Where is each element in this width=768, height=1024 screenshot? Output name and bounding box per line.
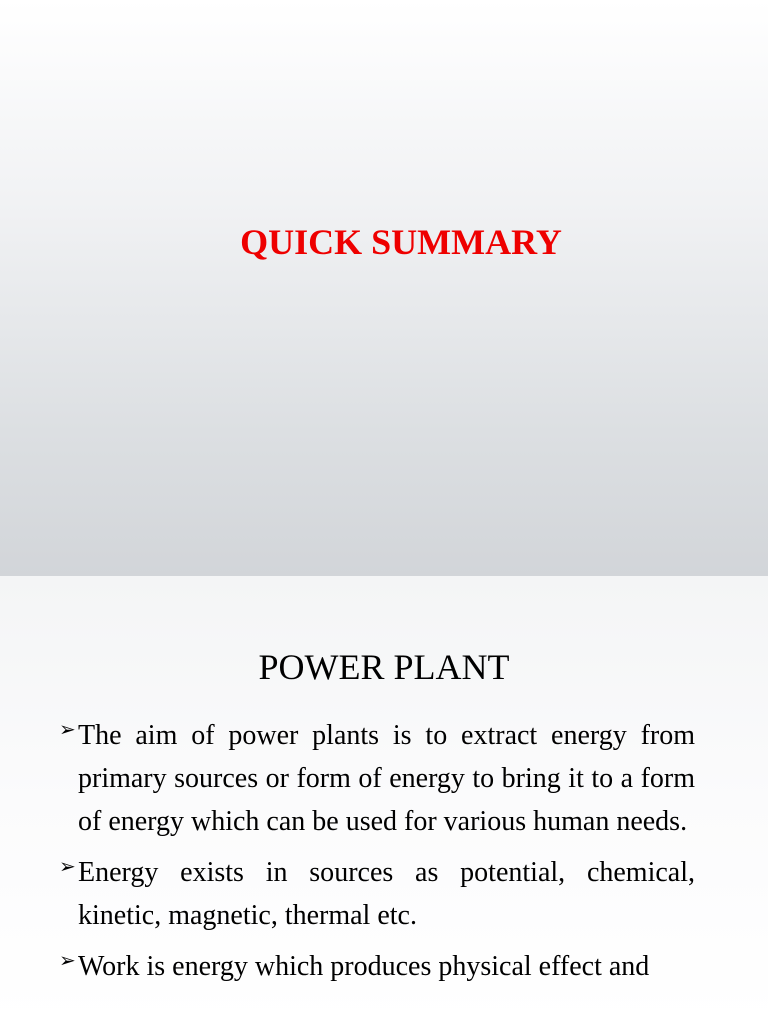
bullet-text: Work is energy which produces physical effect and (78, 951, 650, 982)
bullet-item (59, 714, 695, 843)
arrowhead-bullet-icon: ➢ (59, 948, 76, 972)
bullet-text: The aim of power plants is to extract energy from primary sources or form of energy to bring it to a form of energy which can be used for various human needs. (78, 720, 695, 837)
bullet-list (59, 714, 695, 996)
slide-title: POWER PLANT (258, 647, 510, 687)
arrowhead-bullet-icon: ➢ (59, 717, 76, 741)
slide-title: QUICK SUMMARY (240, 222, 562, 262)
arrowhead-bullet-icon: ➢ (59, 854, 76, 878)
bullet-item (59, 851, 695, 937)
bullet-text: Energy exists in sources as potential, chemical, kinetic, magnetic, thermal etc. (78, 857, 695, 931)
slide-power-plant (0, 576, 768, 1024)
bullet-item (59, 945, 695, 988)
